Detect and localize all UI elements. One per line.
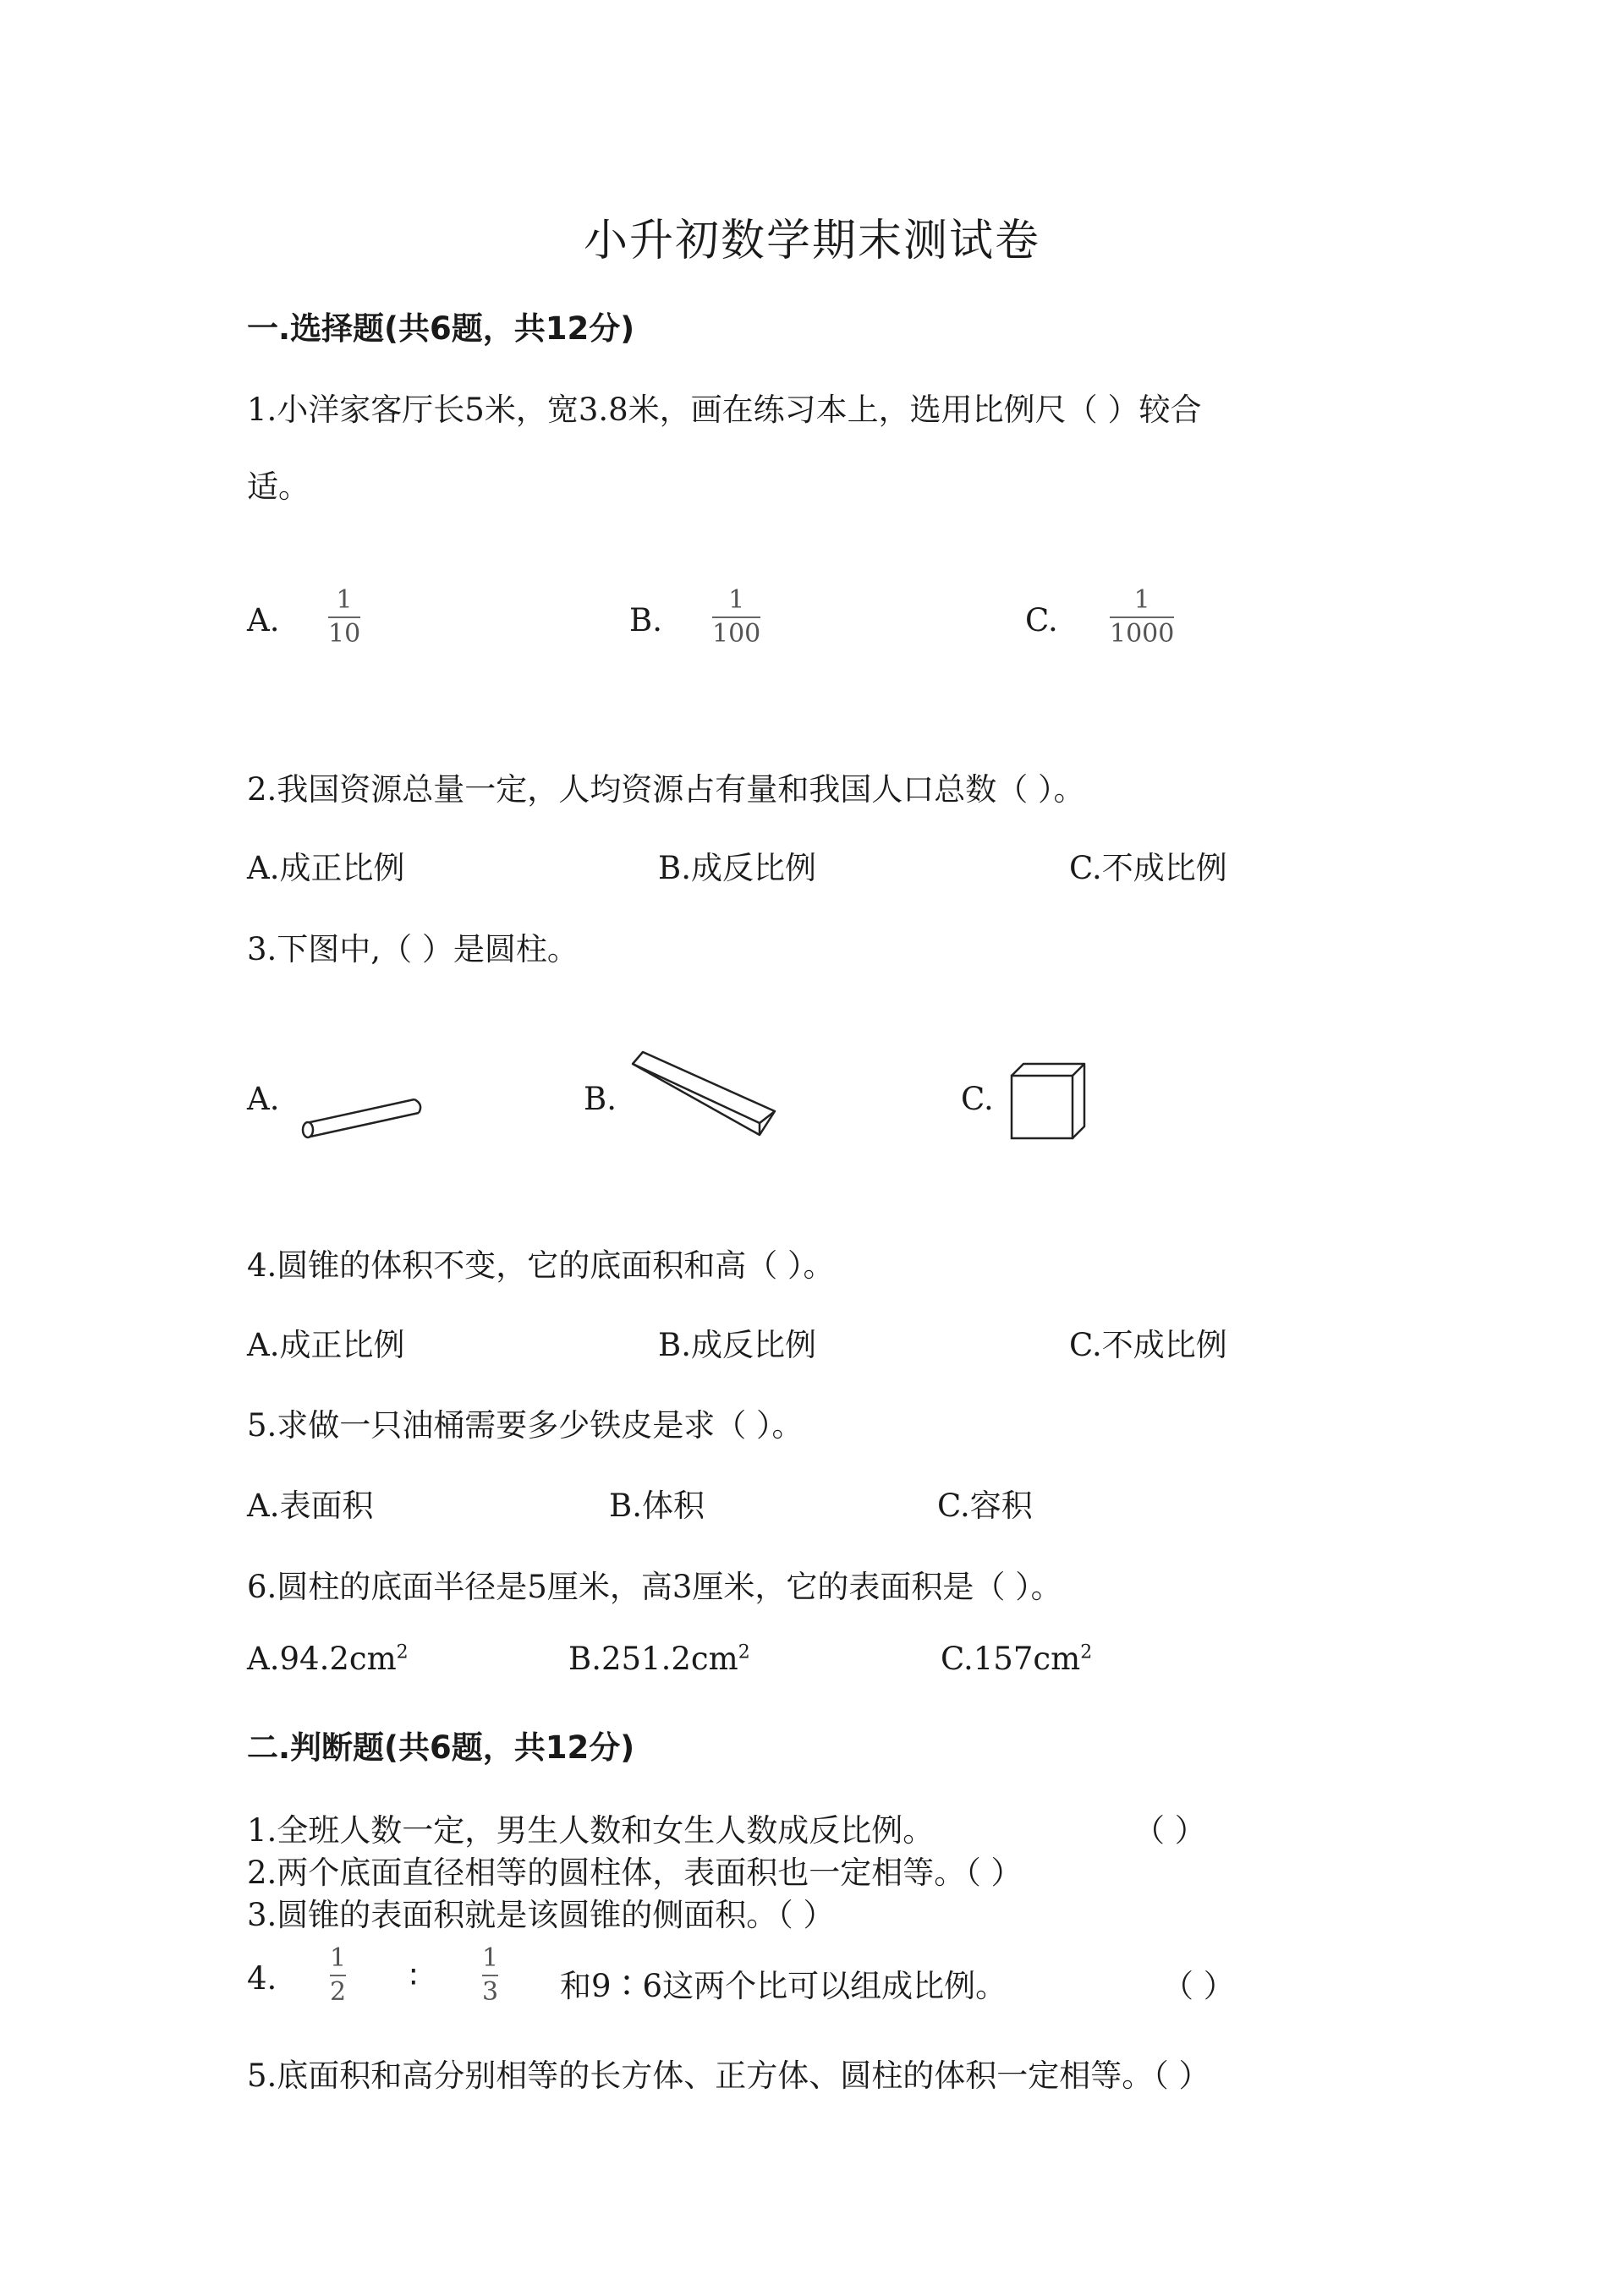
judgement-4-paren: （ ） <box>1162 1968 1235 2004</box>
q2-option-a: A.成正比例 <box>247 850 405 886</box>
fraction-numerator: 1 <box>728 585 745 615</box>
cube-icon <box>1007 1059 1091 1143</box>
q4-option-a: A.成正比例 <box>247 1327 405 1363</box>
judgement-2-text: 2.两个底面直径相等的圆柱体，表面积也一定相等。（ ） <box>247 1855 1023 1891</box>
fraction-numerator: 1 <box>1133 585 1150 615</box>
q3-option-b-label: B. <box>584 1081 617 1117</box>
fraction-numerator: 1 <box>336 585 353 615</box>
fraction-numerator: 1 <box>482 1943 499 1973</box>
fraction-denominator: 10 <box>328 618 361 649</box>
judgement-1-paren: （ ） <box>1133 1812 1206 1849</box>
q6-option-b-text: B.251.2cm <box>568 1641 738 1677</box>
q1-option-b-fraction <box>712 587 760 647</box>
q1-option-a-label: A. <box>247 602 280 638</box>
question-1-text-continued: 适。 <box>247 469 310 505</box>
judgement-4-prefix: 4. <box>247 1960 277 1997</box>
judgement-3-text: 3.圆锥的表面积就是该圆锥的侧面积。（ ） <box>247 1897 835 1933</box>
q6-option-a <box>247 1641 409 1677</box>
q2-option-c: C.不成比例 <box>1069 850 1227 886</box>
question-2-text: 2.我国资源总量一定，人均资源占有量和我国人口总数（ ）。 <box>247 771 1085 808</box>
question-1-text: 1.小洋家客厅长5米，宽3.8米，画在练习本上，选用比例尺（ ）较合 <box>247 392 1202 428</box>
q1-option-c-fraction <box>1110 587 1174 647</box>
triangular-prism-icon <box>624 1047 776 1147</box>
fraction-denominator: 3 <box>482 1976 499 2007</box>
fraction-denominator: 1000 <box>1110 618 1175 649</box>
fraction-bar <box>328 616 360 618</box>
q4-option-c: C.不成比例 <box>1069 1327 1227 1363</box>
q6-option-c <box>941 1641 1092 1677</box>
fraction-denominator: 2 <box>330 1976 347 2007</box>
judgement-4-text: 和9∶6这两个比可以组成比例。 <box>560 1968 1007 2004</box>
question-4-text: 4.圆锥的体积不变，它的底面积和高（ ）。 <box>247 1247 835 1284</box>
judgement-4-fraction-1 <box>330 1945 346 2005</box>
judgement-1-text: 1.全班人数一定，男生人数和女生人数成反比例。 <box>247 1812 935 1849</box>
question-5-text: 5.求做一只油桶需要多少铁皮是求（ ）。 <box>247 1407 804 1444</box>
q4-option-b: B.成反比例 <box>658 1327 816 1363</box>
fraction-bar <box>712 616 760 618</box>
q1-option-c-label: C. <box>1025 602 1058 638</box>
q6-option-b-sup: 2 <box>738 1641 750 1663</box>
q5-option-a: A.表面积 <box>247 1488 374 1524</box>
q2-option-b: B.成反比例 <box>658 850 816 886</box>
judgement-5-text: 5.底面积和高分别相等的长方体、正方体、圆柱的体积一定相等。（ ） <box>247 2058 1210 2094</box>
fraction-bar <box>482 1975 498 1976</box>
q6-option-a-sup: 2 <box>396 1641 409 1663</box>
q3-option-a-label: A. <box>247 1081 280 1117</box>
section-heading-choice: 一.选择题(共6题，共12分) <box>247 310 635 347</box>
q6-option-c-text: C.157cm <box>941 1641 1081 1677</box>
q1-option-a-fraction <box>328 587 360 647</box>
section-heading-judgement: 二.判断题(共6题，共12分) <box>247 1729 635 1766</box>
q6-option-a-text: A.94.2cm <box>247 1641 397 1677</box>
fraction-bar <box>330 1975 346 1976</box>
q6-option-b <box>568 1641 750 1677</box>
fraction-bar <box>1110 616 1174 618</box>
q3-option-c-label: C. <box>961 1081 994 1117</box>
judgement-4-fraction-2 <box>482 1945 498 2005</box>
judgement-4-colon: ∶ <box>409 1959 418 1995</box>
question-6-text: 6.圆柱的底面半径是5厘米，高3厘米，它的表面积是（ ）。 <box>247 1569 1062 1605</box>
page-title: 小升初数学期末测试卷 <box>583 216 1040 266</box>
cylinder-icon <box>296 1089 423 1140</box>
q5-option-b: B.体积 <box>609 1488 705 1524</box>
q1-option-b-label: B. <box>629 602 662 638</box>
fraction-numerator: 1 <box>330 1943 347 1973</box>
q5-option-c: C.容积 <box>937 1488 1033 1524</box>
question-3-text: 3.下图中,（ ）是圆柱。 <box>247 931 579 967</box>
fraction-denominator: 100 <box>712 618 761 649</box>
q6-option-c-sup: 2 <box>1080 1641 1093 1663</box>
